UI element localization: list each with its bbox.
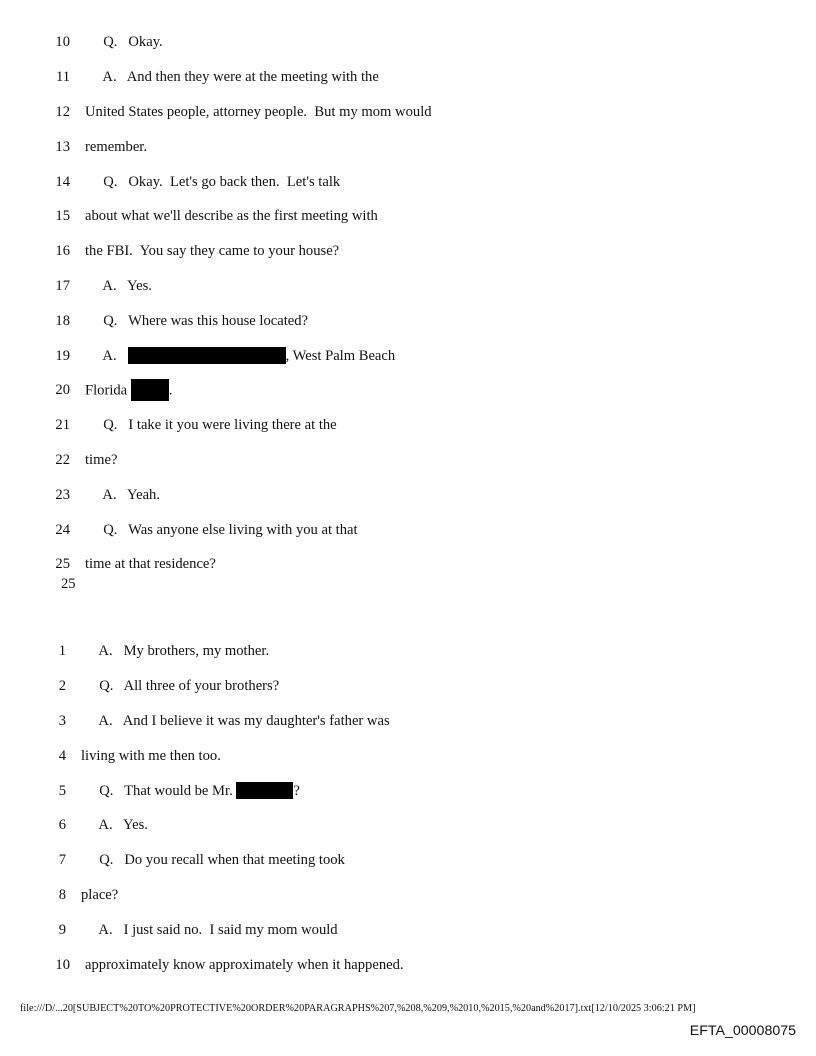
line-number: 1 <box>58 643 66 659</box>
line-text-end: , West Palm Beach <box>285 348 396 364</box>
line-text: A. I just said no. I said my mom would <box>81 922 338 938</box>
line-number: 22 <box>55 452 70 468</box>
line-number: 24 <box>55 522 70 538</box>
bates-number: EFTA_00008075 <box>689 1023 796 1039</box>
page-number: 25 <box>61 576 76 592</box>
line-text-start: Q. That would be Mr. <box>81 783 237 799</box>
line-text-start: Florida <box>85 382 131 399</box>
line-text: place? <box>81 887 119 903</box>
line-text <box>81 781 300 801</box>
line-text-end: ? <box>293 783 300 799</box>
line-number: 3 <box>58 713 66 729</box>
line-text: Q. Okay. Let's go back then. Let's talk <box>85 174 341 190</box>
line-number: 5 <box>58 783 66 799</box>
line-text: time? <box>85 452 118 468</box>
line-number: 21 <box>55 417 70 433</box>
line-text <box>85 380 172 402</box>
line-number: 16 <box>55 243 70 259</box>
line-text: United States people, attorney people. But my mom would <box>85 104 432 120</box>
line-text: Q. Where was this house located? <box>85 313 309 329</box>
line-text: A. And I believe it was my daughter's father was <box>81 713 390 729</box>
line-text: time at that residence? <box>85 556 216 572</box>
line-text: Q. Okay. <box>85 34 163 50</box>
line-number: 19 <box>55 348 70 364</box>
line-text: Q. Do you recall when that meeting took <box>81 852 345 868</box>
line-text: Q. Was anyone else living with you at that <box>85 522 358 538</box>
line-text: A. My brothers, my mother. <box>81 643 270 659</box>
line-number: 20 <box>55 382 70 398</box>
line-number: 14 <box>55 174 70 190</box>
line-text: A. Yeah. <box>85 487 161 503</box>
line-number: 7 <box>58 852 66 868</box>
line-number: 9 <box>58 922 66 938</box>
line-text: about what we'll describe as the first meeting with <box>85 208 378 224</box>
line-number: 4 <box>58 748 66 764</box>
file-path-footer: file:///D/...20[SUBJECT%20TO%20PROTECTIVE%20ORDER%20PARAGRAPHS%207,%208,%209,%2010,%2015,%20and%2017].txt[12/10/2025 3:06:21 PM] <box>20 1003 696 1014</box>
redaction-block <box>236 782 293 799</box>
line-number: 10 <box>55 34 70 50</box>
line-text: the FBI. You say they came to your house? <box>85 243 340 259</box>
line-text-end: . <box>168 382 173 399</box>
line-text-start: A. <box>85 348 128 364</box>
line-number: 15 <box>55 208 70 224</box>
line-number: 13 <box>55 139 70 155</box>
line-text: Q. I take it you were living there at the <box>85 417 337 433</box>
line-text: remember. <box>85 139 147 155</box>
redaction-block <box>128 347 286 364</box>
redaction-block <box>131 379 169 401</box>
line-number: 17 <box>55 278 70 294</box>
line-text: living with me then too. <box>81 748 221 764</box>
line-number: 10 <box>55 957 70 973</box>
line-number: 23 <box>55 487 70 503</box>
line-number: 8 <box>58 887 66 903</box>
line-text: A. Yes. <box>85 278 152 294</box>
line-text: approximately know approximately when it happened. <box>85 957 404 973</box>
line-number: 18 <box>55 313 70 329</box>
line-text: A. Yes. <box>81 817 148 833</box>
line-text <box>85 346 395 366</box>
line-number: 12 <box>55 104 70 120</box>
line-number: 11 <box>55 69 70 85</box>
line-number: 25 <box>55 556 70 572</box>
line-text: Q. All three of your brothers? <box>81 678 280 694</box>
line-number: 6 <box>58 817 66 833</box>
line-number: 2 <box>58 678 66 694</box>
line-text: A. And then they were at the meeting with the <box>85 69 379 85</box>
